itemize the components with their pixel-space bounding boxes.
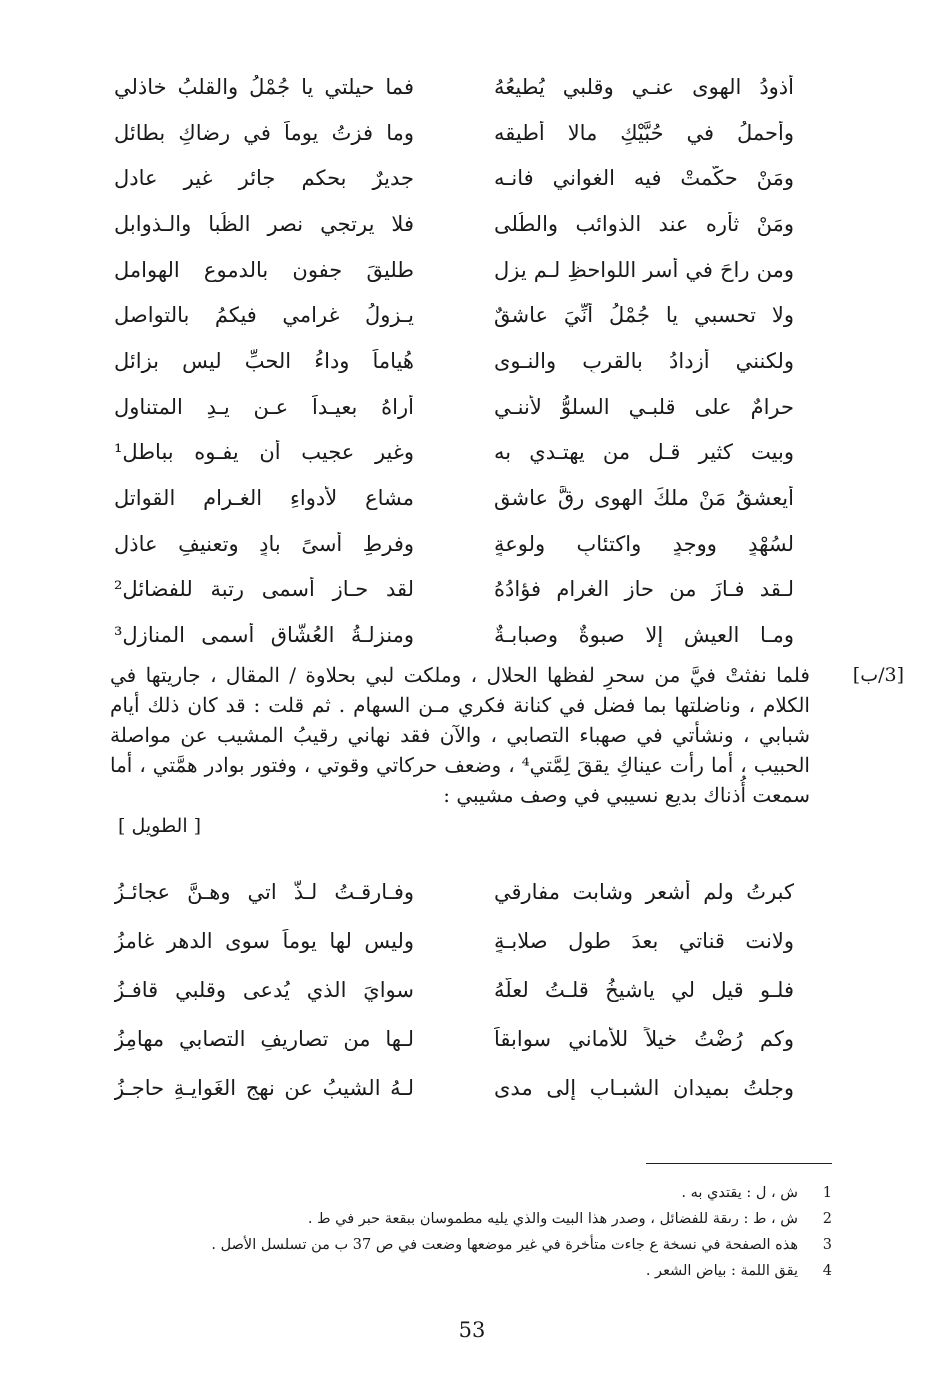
verse-second-hemistich: لقد حـاز أسمى رتبة للفضائلِ² [114, 577, 414, 602]
verse-first-hemistich: ولكنني أزدادُ بالقربِ والنـوى [494, 348, 794, 373]
verse-first-hemistich: وأحملُ في حُبَّيْكِ مالا أطيقه [494, 120, 794, 145]
verse-second-hemistich: وغير عجيب أن يفـوه بباطلِ¹ [114, 440, 414, 465]
verse-second-hemistich: هُياماً وداءُ الحبِّ ليس بزائلِ [114, 348, 414, 373]
verse-first-hemistich: كبرتُ ولم أشعر وشابت مفارقي [494, 879, 794, 904]
verse-line [114, 64, 794, 110]
verse-second-hemistich: طليقَ جفونٍ بالدموعِ الهواملِ [114, 257, 414, 282]
verse-line [114, 612, 794, 658]
verse-second-hemistich: يـزولُ غرامي فيكمُ بالتواصلِ [114, 303, 414, 328]
footnote-number: 1 [822, 1185, 832, 1201]
footnote-number: 2 [822, 1211, 832, 1227]
verse-second-hemistich: وفـارقـتُ لـذَّ اتي وهـنَّ عجائـزُ [114, 879, 414, 904]
verse-line [114, 867, 794, 916]
verse-first-hemistich: حرامٌ على قلبـي السلوُّ لأننـي [494, 394, 794, 419]
verse-line [114, 384, 794, 430]
verse-first-hemistich: لسُهْدٍ ووجدٍ واكتئابٍ ولوعةٍ [494, 531, 794, 556]
verse-line [114, 521, 794, 567]
verse-first-hemistich: أيعشقُ مَنْ ملكَ الهوى رِقَّ عاشقٍ [494, 486, 794, 511]
manuscript-folio-marker: [3/ب] [852, 664, 904, 686]
verse-first-hemistich: ومَنْ حكَّمتْ فيه الغواني فانـه [494, 166, 794, 191]
verse-first-hemistich: ولا تحسبي يا جُمْلُ أنِّيَ عاشقٌ [494, 303, 794, 328]
verse-first-hemistich: أذودُ الهوى عنـي وقلبي يُطيعُهُ [494, 74, 794, 99]
verse-line [114, 567, 794, 613]
poetic-meter-label: [ الطويل ] [118, 815, 202, 837]
footnote [112, 1232, 832, 1258]
footnote-text: هذه الصفحة في نسخة ع جاءت متأخرة في غير موضعها وضعت في ص 37 ب من تسلسل الأصل . [211, 1237, 798, 1253]
footnote-text: ش ، ل : يقتدي به . [681, 1185, 798, 1201]
footnote [112, 1206, 832, 1232]
verse-second-hemistich: سوايَ الذي يُدعى وقلبي قافـزُ [114, 977, 414, 1002]
footnotes [112, 1180, 832, 1284]
footnote-text: ش ، ط : رىقة للفضائل ، وصدر هذا البيت والذي يليه مطموسان ببقعة حبر في ط . [307, 1211, 798, 1227]
verse-first-hemistich: فلـو قيل لي ياشيخُ قلـتُ لعلّهُ [494, 977, 794, 1002]
verse-second-hemistich: أراهُ بعيـداً عـن يـدِ المتناولِ [114, 394, 414, 419]
verse-first-hemistich: وكم رُضْتُ خيلاً للأماني سوابقاً [494, 1026, 794, 1051]
footnote-text: يقق اللمة : بياض الشعر . [645, 1263, 798, 1279]
verse-first-hemistich: ومـا العيش إلا صبوةٌ وصبابـةٌ [494, 623, 794, 648]
footnote [112, 1258, 832, 1284]
verse-line [114, 155, 794, 201]
prose-text: فلما نفثتْ فيَّ من سحرِ لفظها الحلال ، وملكت لبي بحلاوة / المقال ، جاريتها في الكلام ، وناضلتها بما فضل في كنانة فكري مـن السهام . ثم قلت : قد كان ذلك أيام شبابي ، ونشأتي في صهباء التصابي ، والآن فقد نهاني رقيبُ المشيب عن مواصلة الحبيب ، أما رأت عيناكِ يققَ لِمَّتي⁴ ، وضعف حركاتي وقوتي ، وفتور بوادر همَّتي ، أما سمعت أُذناك بديع نسيبي في وصف مشيبي : [110, 663, 810, 807]
verse-line [114, 1014, 794, 1063]
poem-block-2 [114, 867, 794, 1112]
verse-first-hemistich: ولانت قناتي بعدَ طولِ صلابـةٍ [494, 928, 794, 953]
verse-second-hemistich: فلا يرتجي نصر الظُبا والـذوابلِ [114, 211, 414, 236]
verse-second-hemistich: جديرٌ بحكمِ جائرٍ غيرِ عادلِ [114, 166, 414, 191]
poem-block-1 [114, 64, 794, 658]
verse-second-hemistich: لـها من تصاريفِ التصابي مهامِزُ [114, 1026, 414, 1051]
verse-second-hemistich: مشاعِ لأدواءِ الغـرامِ القواتلِ [114, 486, 414, 511]
verse-line [114, 1063, 794, 1112]
verse-line [114, 292, 794, 338]
verse-first-hemistich: وجلتُ بميدانِ الشبـابِ إلى مدى [494, 1075, 794, 1100]
verse-second-hemistich: ومنزلـةُ العُشَّاقِ أسمى المنازلِ³ [114, 623, 414, 648]
verse-first-hemistich: وبيت كثير قـل من يهتـدي به [494, 440, 794, 465]
verse-line [114, 201, 794, 247]
verse-second-hemistich: وليس لها يوماً سوى الدهرِ غامزُ [114, 928, 414, 953]
verse-line [114, 475, 794, 521]
verse-line [114, 916, 794, 965]
verse-second-hemistich: فما حيلتي يا جُمْلُ والقلبُ خاذلي [114, 74, 414, 99]
page-number: 53 [458, 1318, 486, 1342]
verse-line [114, 338, 794, 384]
verse-first-hemistich: ومن راحَ في أسرِ اللواحظِ لـم يزل [494, 257, 794, 282]
verse-line [114, 430, 794, 476]
footnote [112, 1180, 832, 1206]
footnote-separator [646, 1163, 832, 1164]
footnote-number: 4 [822, 1263, 832, 1279]
verse-line [114, 965, 794, 1014]
verse-line [114, 110, 794, 156]
verse-second-hemistich: لـهُ الشيبُ عن نهجِ الغَوايـةِ حاجـزُ [114, 1075, 414, 1100]
verse-second-hemistich: وفرطِ أسىً بادٍ وتعنيفِ عاذلِ [114, 531, 414, 556]
verse-second-hemistich: وما فزتُ يوماً في رضاكِ بطائلِ [114, 120, 414, 145]
verse-line [114, 247, 794, 293]
footnote-number: 3 [822, 1237, 832, 1253]
verse-first-hemistich: ومَنْ ثأره عند الذوائب والطُلى [494, 211, 794, 236]
verse-first-hemistich: لـقد فـازَ من حاز الغرام فؤادُهُ [494, 577, 794, 602]
prose-paragraph [110, 660, 810, 810]
